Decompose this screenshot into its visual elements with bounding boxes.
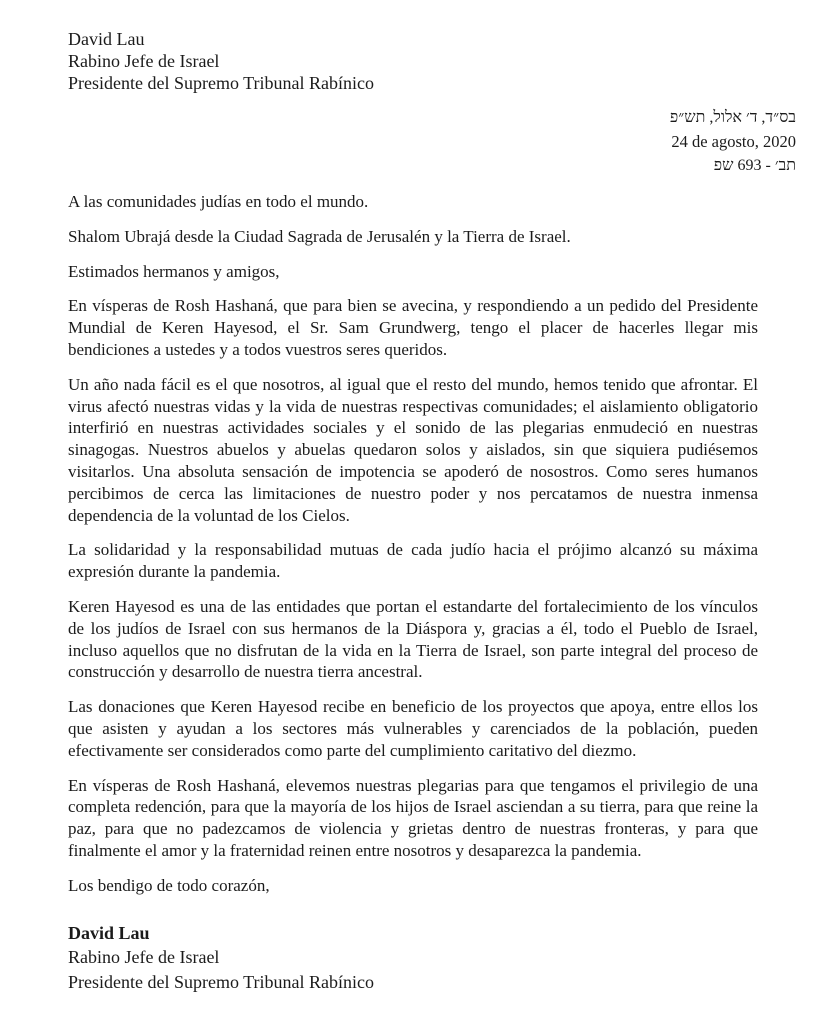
sender-name: David Lau bbox=[68, 29, 145, 49]
paragraph-5: Las donaciones que Keren Hayesod recibe en beneficio de los proyectos que apoya, entre ellos los que asisten y ayudan a los sectores más vulnerables y carenciados de la población, pueden efectivamente ser considerados como parte del cumplimiento caritativo del diezmo. bbox=[68, 697, 758, 760]
sender-header bbox=[68, 28, 796, 94]
sender-title-chief-rabbi: Rabino Jefe de Israel bbox=[68, 51, 220, 71]
paragraph-6: En vísperas de Rosh Hashaná, elevemos nuestras plegarias para que tengamos el privilegio de una completa redención, para que la mayoría de los hijos de Israel asciendan a su tierra, para que reine la paz, para que no padezcamos de violencia y grietas dentro de nuestras fronteras, y para que finalmente el amor y la fraternidad reinen entre nosotros y desaparezca la pandemia. bbox=[68, 775, 758, 860]
addressee-line: A las comunidades judías en todo el mundo. bbox=[68, 192, 369, 211]
paragraph-3: La solidaridad y la responsabilidad mutuas de cada judío hacia el prójimo alcanzó su máxima expresión durante la pandemia. bbox=[68, 540, 758, 582]
hebrew-date: בס״ד, ד׳ אלול, תש״פ bbox=[669, 109, 796, 126]
salutation-line: Estimados hermanos y amigos, bbox=[68, 261, 280, 281]
date-block bbox=[68, 106, 796, 178]
sender-title-court-president: Presidente del Supremo Tribunal Rabínico bbox=[68, 73, 374, 93]
paragraph-2: Un año nada fácil es el que nosotros, al igual que el resto del mundo, hemos tenido que afrontar. El virus afectó nuestras vidas y la vida de nuestras respectivas comunidades; el aislamiento obligatorio interfirió en nuestras actividades sociales y el sonido de las plegarias enmudeció en nuestras sinagogas. Nuestros abuelos y abuelas quedaron solos y aislados, sin que siquiera pudiésemos visitarlos. Una absoluta sensación de impotencia se apoderó de nosostros. Como seres humanos percibimos de cerca las limitaciones de nuestro poder y nos percatamos de nuestra inmensa dependencia de la voluntad de los Cielos. bbox=[68, 374, 758, 525]
signature-name: David Lau bbox=[68, 922, 150, 943]
reference-number: תב׳ - 693 שפ bbox=[713, 157, 796, 174]
paragraph-4: Keren Hayesod es una de las entidades que portan el estandarte del fortalecimiento de los vínculos de los judíos de Israel con sus hermanos de la Diáspora y, gracias a él, todo el Pueblo de Israel, incluso aquellos que no disfrutan de la vida en la Tierra de Israel, son parte integral del proceso de construcción y desarrollo de nuestra tierra ancestral. bbox=[68, 596, 758, 682]
signature-title-chief-rabbi: Rabino Jefe de Israel bbox=[68, 947, 220, 968]
signature-block bbox=[68, 921, 796, 995]
letter-body bbox=[68, 191, 758, 897]
signature-title-court-president: Presidente del Supremo Tribunal Rabínico bbox=[68, 971, 374, 992]
paragraph-1: En vísperas de Rosh Hashaná, que para bien se avecina, y respondiendo a un pedido del Presidente Mundial de Keren Hayesod, el Sr. Sam Grundwerg, tengo el placer de hacerles llegar mis bendiciones a ustedes y a todos vuestros seres queridos. bbox=[68, 296, 758, 359]
gregorian-date: 24 de agosto, 2020 bbox=[671, 132, 796, 151]
greeting-line: Shalom Ubrajá desde la Ciudad Sagrada de Jerusalén y la Tierra de Israel. bbox=[68, 226, 571, 246]
farewell-line: Los bendigo de todo corazón, bbox=[68, 875, 270, 895]
